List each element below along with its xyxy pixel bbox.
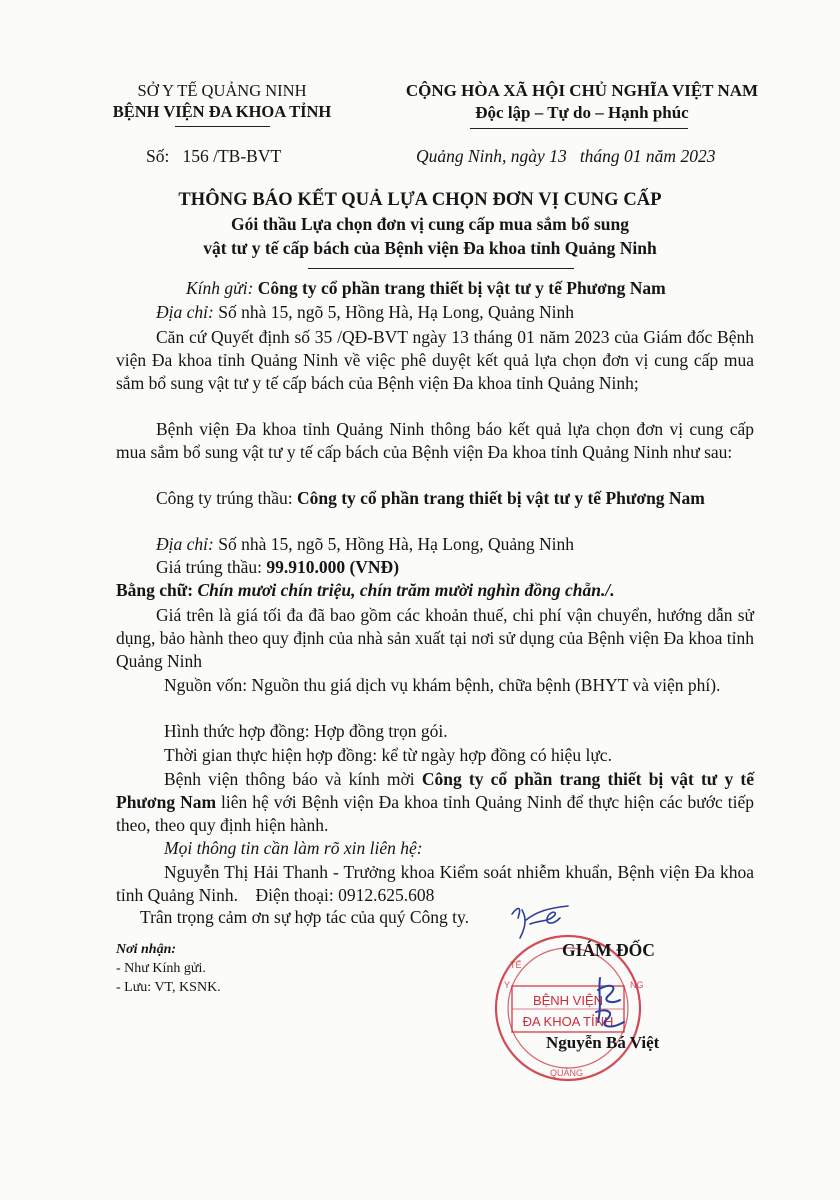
winning-company bbox=[116, 487, 754, 510]
invite-company: Công ty cổ phần trang thiết bị vật tư y tế Phương Nam bbox=[116, 769, 755, 813]
place-date: Quảng Ninh, ngày 13 tháng 01 năm 2023 bbox=[416, 146, 716, 166]
org-underline bbox=[175, 126, 270, 127]
winner-address-value: Số nhà 15, ngõ 5, Hồng Hà, Hạ Long, Quảng Ninh bbox=[218, 534, 575, 554]
contract-time: Thời gian thực hiện hợp đồng: kể từ ngày hợp đồng có hiệu lực. bbox=[164, 745, 612, 765]
winning-price bbox=[156, 557, 399, 578]
address-value: Số nhà 15, ngõ 5, Hồng Hà, Hạ Long, Quảng Ninh bbox=[218, 302, 575, 322]
thanks-line: Trân trọng cảm ơn sự hợp tác của quý Công ty. bbox=[140, 907, 470, 927]
signer-title: GIÁM ĐỐC bbox=[562, 940, 655, 960]
motto-underline bbox=[470, 128, 688, 129]
invitation-paragraph bbox=[116, 768, 754, 838]
national-motto: Độc lập – Tự do – Hạnh phúc bbox=[475, 103, 689, 122]
svg-text:TẾ: TẾ bbox=[510, 960, 522, 970]
basis-paragraph: Căn cứ Quyết định số 35 /QĐ-BVT ngày 13 tháng 01 năm 2023 của Giám đốc Bệnh viện Đa khoa tỉnh Quảng Ninh về việc phê duyệt kết quả lựa chọn đơn vị cung cấp mua sắm bổ sung vật tư y tế cấp bách của Bệnh viện Đa khoa tỉnh Quảng Ninh; bbox=[116, 327, 754, 394]
document-subtitle-line2: vật tư y tế cấp bách của Bệnh viện Đa khoa tỉnh Quảng Ninh bbox=[203, 238, 657, 258]
invite-pre: Bệnh viện thông báo và kính mời bbox=[164, 769, 415, 789]
price-in-words bbox=[116, 580, 615, 601]
price-note-paragraph: Giá trên là giá tối đa đã bao gồm các khoản thuế, chi phí vận chuyển, hướng dẫn sử dụng, bảo hành theo quy định của nhà sản xuất tại nơi sử dụng của Bệnh viện Đa khoa tỉnh Quảng Ninh bbox=[116, 605, 754, 672]
document-subtitle-line1: Gói thầu Lựa chọn đơn vị cung cấp mua sắm bổ sung bbox=[230, 214, 629, 234]
winner-address bbox=[156, 534, 574, 555]
contract-form: Hình thức hợp đồng: Hợp đồng trọn gói. bbox=[164, 721, 448, 741]
document-number bbox=[146, 146, 281, 167]
addressee-company: Công ty cổ phần trang thiết bị vật tư y tế Phương Nam bbox=[257, 278, 666, 298]
seal-text-line2: ĐA KHOA TỈNH bbox=[522, 1014, 614, 1029]
winner-label: Công ty trúng thầu: bbox=[156, 488, 293, 508]
svg-text:QUẢNG: QUẢNG bbox=[550, 1068, 584, 1078]
winner-address-label: Địa chỉ: bbox=[156, 534, 214, 554]
hospital-name: BỆNH VIỆN ĐA KHOA TỈNH bbox=[112, 102, 332, 121]
nation-name: CỘNG HÒA XÃ HỘI CHỦ NGHĨA VIỆT NAM bbox=[405, 81, 759, 100]
title-underline bbox=[308, 268, 574, 269]
ref-number: 156 /TB-BVT bbox=[182, 146, 282, 166]
addressee bbox=[186, 278, 666, 299]
contact-intro: Mọi thông tin cần làm rõ xin liên hệ: bbox=[164, 838, 423, 858]
address-label: Địa chỉ: bbox=[156, 302, 214, 322]
recipient-item: - Như Kính gửi. bbox=[116, 961, 206, 976]
svg-text:Y: Y bbox=[504, 980, 511, 990]
document-title: THÔNG BÁO KẾT QUẢ LỰA CHỌN ĐƠN VỊ CUNG CẤP bbox=[178, 190, 662, 210]
svg-text:NG: NG bbox=[630, 980, 644, 990]
addressee-label: Kính gửi: bbox=[186, 278, 254, 298]
parent-organization: SỞ Y TẾ QUẢNG NINH bbox=[137, 81, 307, 100]
recipients-label: Nơi nhận: bbox=[116, 942, 177, 957]
seal-text-line1: BỆNH VIỆN bbox=[532, 993, 604, 1008]
director-signature bbox=[580, 972, 640, 1034]
words-value: Chín mươi chín triệu, chín trăm mười nghìn đồng chẵn./. bbox=[197, 580, 615, 600]
words-label: Bằng chữ: bbox=[116, 580, 194, 600]
price-value: 99.910.000 (VNĐ) bbox=[266, 557, 400, 577]
ref-label: Số: bbox=[146, 146, 170, 166]
contact-person: Nguyễn Thị Hải Thanh - Trưởng khoa Kiểm soát nhiễm khuẩn, Bệnh viện Đa khoa tỉnh Quảng Ninh. bbox=[116, 862, 754, 906]
price-label: Giá trúng thầu: bbox=[156, 557, 262, 577]
signer-name: Nguyễn Bá Việt bbox=[546, 1033, 660, 1052]
recipients-block bbox=[116, 940, 221, 997]
funding-source: Nguồn vốn: Nguồn thu giá dịch vụ khám bệnh, chữa bệnh (BHYT và viện phí). bbox=[164, 675, 721, 695]
contact-phone: Điện thoại: 0912.625.608 bbox=[255, 885, 435, 906]
national-heading bbox=[372, 80, 792, 124]
addressee-address bbox=[156, 302, 574, 323]
issuing-organization bbox=[92, 80, 352, 122]
notice-paragraph: Bệnh viện Đa khoa tỉnh Quảng Ninh thông báo kết quả lựa chọn đơn vị cung cấp mua sắm bổ sung vật tư y tế cấp bách của Bệnh viện Đa khoa tỉnh Quảng Ninh như sau: bbox=[116, 419, 754, 463]
invite-post: liên hệ với Bệnh viện Đa khoa tỉnh Quảng Ninh để thực hiện các bước tiếp theo, theo quy định hiện hành. bbox=[116, 792, 755, 836]
recipient-item: - Lưu: VT, KSNK. bbox=[116, 980, 221, 995]
winner-name: Công ty cổ phần trang thiết bị vật tư y tế Phương Nam bbox=[296, 488, 705, 508]
contact-details bbox=[116, 861, 754, 907]
